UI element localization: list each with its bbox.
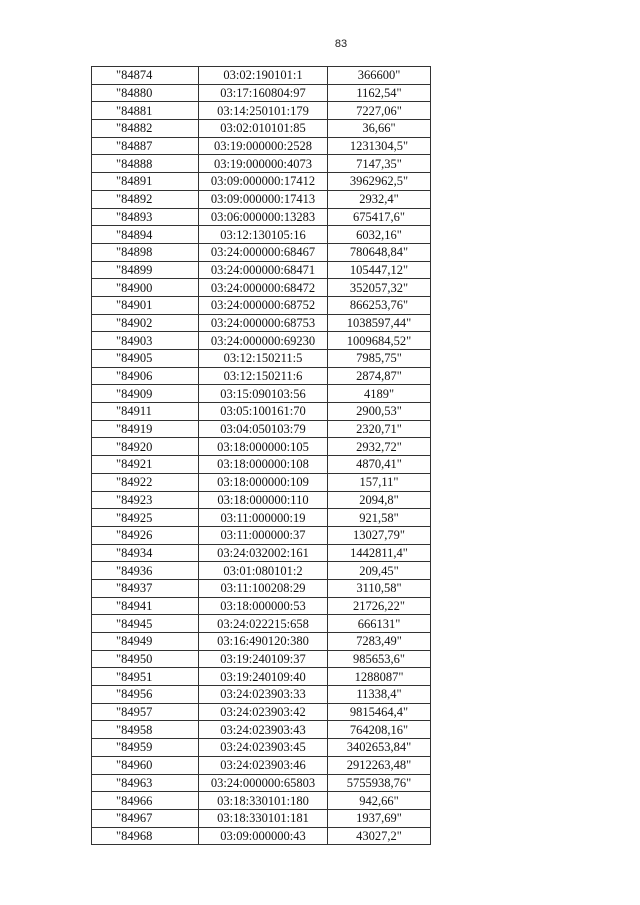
- table-row: [92, 208, 431, 226]
- value-cell: 11338,4": [328, 686, 431, 704]
- table-row: [92, 615, 431, 633]
- value-cell: 105447,12": [328, 261, 431, 279]
- table-row: [92, 491, 431, 509]
- value-cell: 3402653,84": [328, 739, 431, 757]
- value-cell: 7147,35": [328, 155, 431, 173]
- value-cell: 5755938,76": [328, 774, 431, 792]
- cadastral-number-cell: 03:11:000000:37: [199, 526, 328, 544]
- row-id-cell: "84967: [92, 809, 199, 827]
- cadastral-number-cell: 03:24:023903:45: [199, 739, 328, 757]
- row-id-cell: "84891: [92, 173, 199, 191]
- value-cell: 780648,84": [328, 243, 431, 261]
- value-cell: 1288087": [328, 668, 431, 686]
- cadastral-number-cell: 03:14:250101:179: [199, 102, 328, 120]
- table-row: [92, 261, 431, 279]
- table-row: [92, 739, 431, 757]
- row-id-cell: "84926: [92, 526, 199, 544]
- cadastral-number-cell: 03:18:000000:105: [199, 438, 328, 456]
- table-row: [92, 809, 431, 827]
- table-row: [92, 226, 431, 244]
- row-id-cell: "84966: [92, 792, 199, 810]
- row-id-cell: "84960: [92, 756, 199, 774]
- row-id-cell: "84920: [92, 438, 199, 456]
- row-id-cell: "84881: [92, 102, 199, 120]
- cadastral-number-cell: 03:24:000000:69230: [199, 332, 328, 350]
- table-row: [92, 792, 431, 810]
- table-row: [92, 668, 431, 686]
- row-id-cell: "84951: [92, 668, 199, 686]
- value-cell: 36,66": [328, 120, 431, 138]
- row-id-cell: "84949: [92, 633, 199, 651]
- cadastral-number-cell: 03:12:130105:16: [199, 226, 328, 244]
- cadastral-number-cell: 03:19:240109:40: [199, 668, 328, 686]
- cadastral-number-cell: 03:06:000000:13283: [199, 208, 328, 226]
- row-id-cell: "84892: [92, 190, 199, 208]
- value-cell: 21726,22": [328, 597, 431, 615]
- table-row: [92, 579, 431, 597]
- row-id-cell: "84905: [92, 350, 199, 368]
- table-row: [92, 703, 431, 721]
- value-cell: 6032,16": [328, 226, 431, 244]
- value-cell: 866253,76": [328, 296, 431, 314]
- cadastral-number-cell: 03:24:032002:161: [199, 544, 328, 562]
- table-row: [92, 102, 431, 120]
- table-row: [92, 367, 431, 385]
- row-id-cell: "84903: [92, 332, 199, 350]
- cadastral-number-cell: 03:24:000000:68472: [199, 279, 328, 297]
- row-id-cell: "84901: [92, 296, 199, 314]
- row-id-cell: "84919: [92, 420, 199, 438]
- value-cell: 764208,16": [328, 721, 431, 739]
- row-id-cell: "84957: [92, 703, 199, 721]
- row-id-cell: "84880: [92, 84, 199, 102]
- cadastral-number-cell: 03:24:023903:43: [199, 721, 328, 739]
- cadastral-number-cell: 03:09:000000:43: [199, 827, 328, 845]
- cadastral-number-cell: 03:24:000000:68467: [199, 243, 328, 261]
- table-row: [92, 650, 431, 668]
- row-id-cell: "84887: [92, 137, 199, 155]
- value-cell: 985653,6": [328, 650, 431, 668]
- value-cell: 7283,49": [328, 633, 431, 651]
- table-row: [92, 296, 431, 314]
- row-id-cell: "84936: [92, 562, 199, 580]
- table-row: [92, 509, 431, 527]
- value-cell: 942,66": [328, 792, 431, 810]
- value-cell: 209,45": [328, 562, 431, 580]
- cadastral-number-cell: 03:24:023903:42: [199, 703, 328, 721]
- row-id-cell: "84893: [92, 208, 199, 226]
- cadastral-number-cell: 03:15:090103:56: [199, 385, 328, 403]
- row-id-cell: "84921: [92, 456, 199, 474]
- cadastral-number-cell: 03:24:023903:33: [199, 686, 328, 704]
- value-cell: 4870,41": [328, 456, 431, 474]
- row-id-cell: "84934: [92, 544, 199, 562]
- value-cell: 2932,72": [328, 438, 431, 456]
- cadastral-number-cell: 03:17:160804:97: [199, 84, 328, 102]
- cadastral-number-cell: 03:12:150211:5: [199, 350, 328, 368]
- cadastral-number-cell: 03:24:022215:658: [199, 615, 328, 633]
- row-id-cell: "84906: [92, 367, 199, 385]
- row-id-cell: "84900: [92, 279, 199, 297]
- value-cell: 2900,53": [328, 403, 431, 421]
- value-cell: 666131": [328, 615, 431, 633]
- table-row: [92, 686, 431, 704]
- table-row: [92, 403, 431, 421]
- row-id-cell: "84937: [92, 579, 199, 597]
- value-cell: 1038597,44": [328, 314, 431, 332]
- table-row: [92, 350, 431, 368]
- table-row: [92, 774, 431, 792]
- cadastral-number-cell: 03:11:000000:19: [199, 509, 328, 527]
- value-cell: 3962962,5": [328, 173, 431, 191]
- value-cell: 7985,75": [328, 350, 431, 368]
- value-cell: 1231304,5": [328, 137, 431, 155]
- value-cell: 9815464,4": [328, 703, 431, 721]
- table-row: [92, 438, 431, 456]
- data-table: [91, 66, 431, 845]
- table-row: [92, 332, 431, 350]
- value-cell: 921,58": [328, 509, 431, 527]
- value-cell: 43027,2": [328, 827, 431, 845]
- cadastral-number-cell: 03:19:240109:37: [199, 650, 328, 668]
- value-cell: 1442811,4": [328, 544, 431, 562]
- cadastral-number-cell: 03:09:000000:17412: [199, 173, 328, 191]
- table-row: [92, 155, 431, 173]
- value-cell: 2320,71": [328, 420, 431, 438]
- cadastral-number-cell: 03:12:150211:6: [199, 367, 328, 385]
- value-cell: 675417,6": [328, 208, 431, 226]
- row-id-cell: "84902: [92, 314, 199, 332]
- table-row: [92, 562, 431, 580]
- row-id-cell: "84941: [92, 597, 199, 615]
- cadastral-number-cell: 03:18:000000:110: [199, 491, 328, 509]
- value-cell: 2094,8": [328, 491, 431, 509]
- cadastral-number-cell: 03:24:000000:68752: [199, 296, 328, 314]
- table-row: [92, 633, 431, 651]
- cadastral-number-cell: 03:18:330101:180: [199, 792, 328, 810]
- cadastral-number-cell: 03:18:000000:108: [199, 456, 328, 474]
- table-row: [92, 721, 431, 739]
- value-cell: 7227,06": [328, 102, 431, 120]
- cadastral-number-cell: 03:01:080101:2: [199, 562, 328, 580]
- cadastral-number-cell: 03:24:000000:68753: [199, 314, 328, 332]
- row-id-cell: "84925: [92, 509, 199, 527]
- cadastral-number-cell: 03:24:023903:46: [199, 756, 328, 774]
- table-row: [92, 456, 431, 474]
- row-id-cell: "84968: [92, 827, 199, 845]
- page-number: 83: [334, 38, 348, 50]
- table-row: [92, 756, 431, 774]
- row-id-cell: "84909: [92, 385, 199, 403]
- cadastral-number-cell: 03:16:490120:380: [199, 633, 328, 651]
- cadastral-number-cell: 03:24:000000:65803: [199, 774, 328, 792]
- value-cell: 13027,79": [328, 526, 431, 544]
- value-cell: 3110,58": [328, 579, 431, 597]
- value-cell: 2932,4": [328, 190, 431, 208]
- table-row: [92, 120, 431, 138]
- table-row: [92, 314, 431, 332]
- table-row: [92, 279, 431, 297]
- table-row: [92, 827, 431, 845]
- row-id-cell: "84922: [92, 473, 199, 491]
- value-cell: 4189": [328, 385, 431, 403]
- value-cell: 366600": [328, 67, 431, 85]
- table-row: [92, 190, 431, 208]
- value-cell: 352057,32": [328, 279, 431, 297]
- table-row: [92, 473, 431, 491]
- row-id-cell: "84956: [92, 686, 199, 704]
- row-id-cell: "84963: [92, 774, 199, 792]
- table-row: [92, 544, 431, 562]
- cadastral-number-cell: 03:05:100161:70: [199, 403, 328, 421]
- row-id-cell: "84945: [92, 615, 199, 633]
- table-row: [92, 420, 431, 438]
- table-row: [92, 526, 431, 544]
- row-id-cell: "84923: [92, 491, 199, 509]
- table-row: [92, 137, 431, 155]
- table-row: [92, 67, 431, 85]
- row-id-cell: "84959: [92, 739, 199, 757]
- cadastral-number-cell: 03:24:000000:68471: [199, 261, 328, 279]
- value-cell: 157,11": [328, 473, 431, 491]
- cadastral-number-cell: 03:11:100208:29: [199, 579, 328, 597]
- value-cell: 2912263,48": [328, 756, 431, 774]
- cadastral-number-cell: 03:02:190101:1: [199, 67, 328, 85]
- table-body: [92, 67, 431, 845]
- table-row: [92, 173, 431, 191]
- table-row: [92, 243, 431, 261]
- cadastral-number-cell: 03:04:050103:79: [199, 420, 328, 438]
- cadastral-number-cell: 03:09:000000:17413: [199, 190, 328, 208]
- row-id-cell: "84950: [92, 650, 199, 668]
- row-id-cell: "84894: [92, 226, 199, 244]
- table-row: [92, 385, 431, 403]
- value-cell: 2874,87": [328, 367, 431, 385]
- row-id-cell: "84888: [92, 155, 199, 173]
- table-row: [92, 84, 431, 102]
- cadastral-number-cell: 03:18:330101:181: [199, 809, 328, 827]
- row-id-cell: "84958: [92, 721, 199, 739]
- cadastral-number-cell: 03:18:000000:109: [199, 473, 328, 491]
- row-id-cell: "84874: [92, 67, 199, 85]
- cadastral-number-cell: 03:02:010101:85: [199, 120, 328, 138]
- row-id-cell: "84898: [92, 243, 199, 261]
- row-id-cell: "84911: [92, 403, 199, 421]
- value-cell: 1162,54": [328, 84, 431, 102]
- value-cell: 1009684,52": [328, 332, 431, 350]
- row-id-cell: "84899: [92, 261, 199, 279]
- cadastral-number-cell: 03:19:000000:4073: [199, 155, 328, 173]
- cadastral-number-cell: 03:18:000000:53: [199, 597, 328, 615]
- value-cell: 1937,69": [328, 809, 431, 827]
- cadastral-number-cell: 03:19:000000:2528: [199, 137, 328, 155]
- table-row: [92, 597, 431, 615]
- row-id-cell: "84882: [92, 120, 199, 138]
